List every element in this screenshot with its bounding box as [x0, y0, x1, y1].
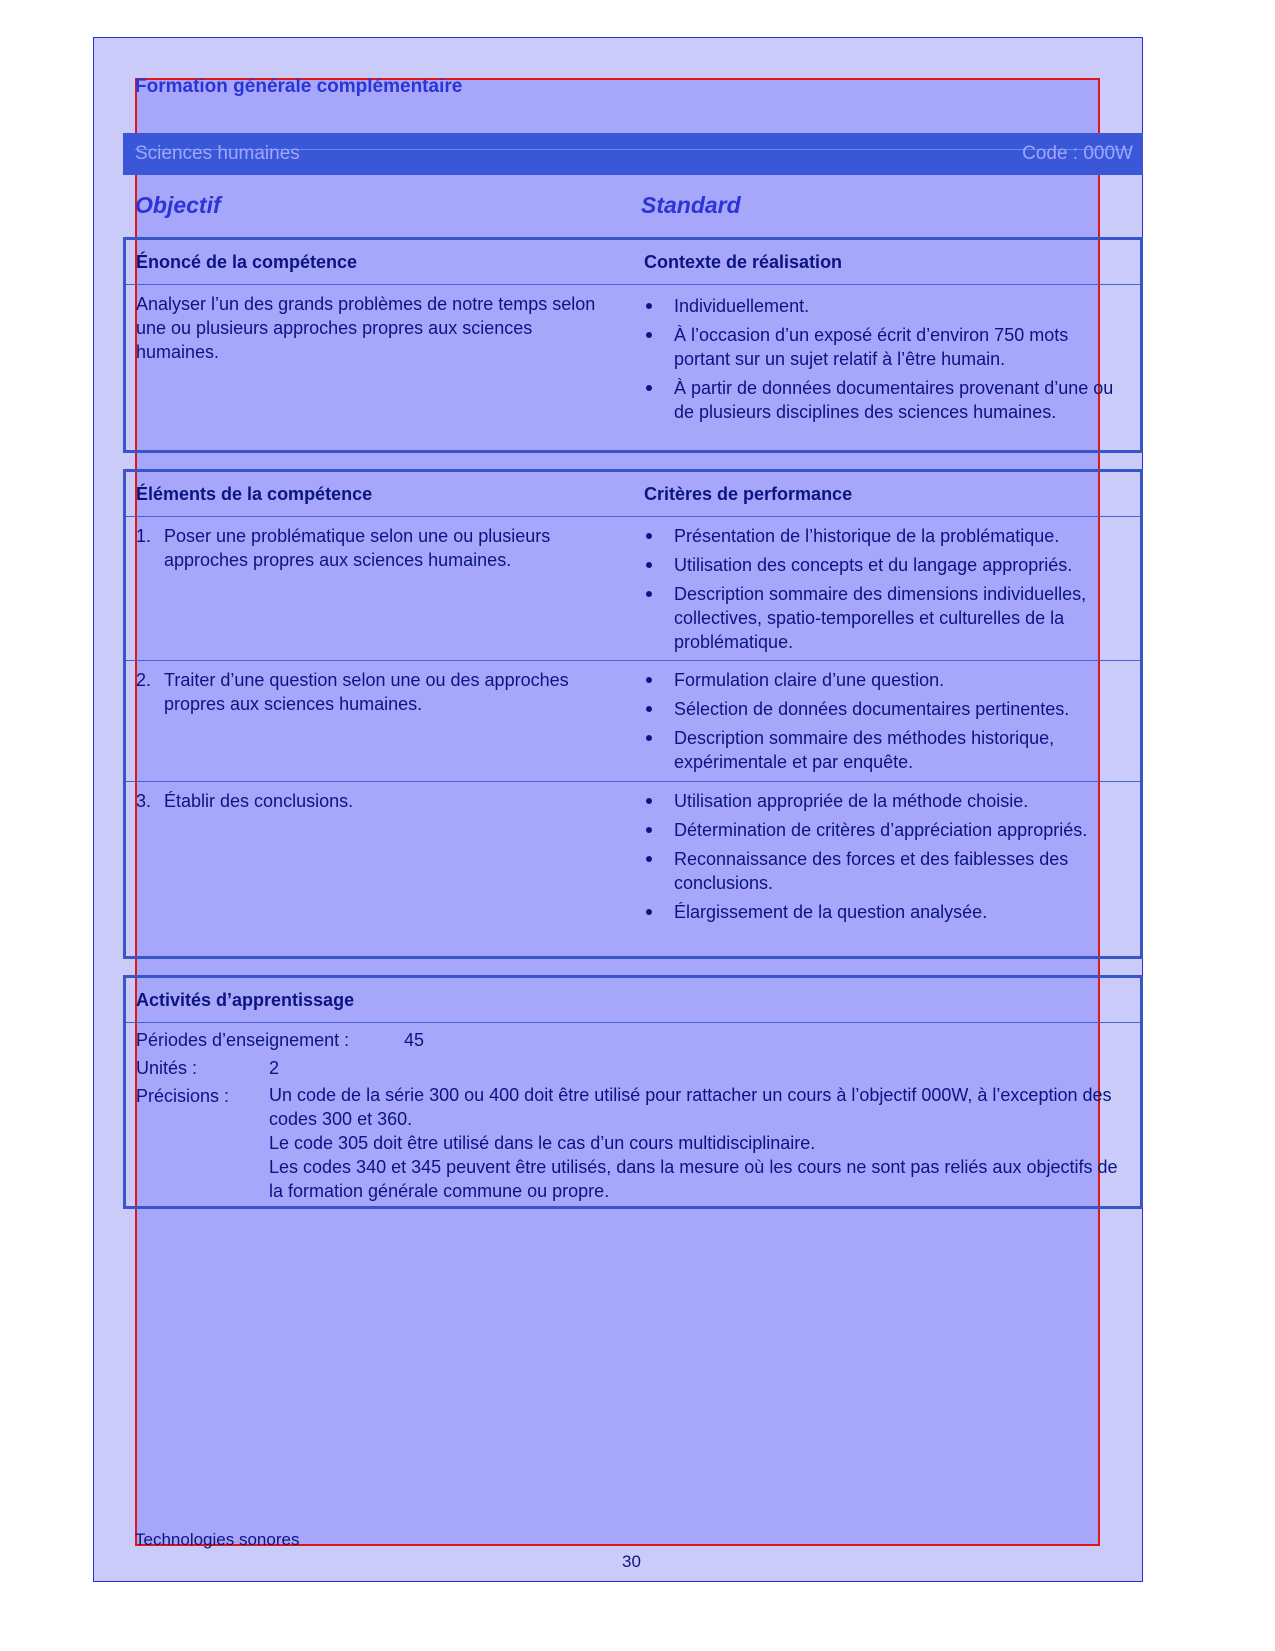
precisions-text: Un code de la série 300 ou 400 doit être utilisé pour rattacher un cours à l’objectif 000W, à l’exception des codes 300 et 360. Le code 305 doit être utilisé dans le cas d’un cours multidisciplinaire. Les codes 340 et 345 peuvent être utilisés, dans la mesure où les cours ne sont pas reliés aux objectifs de la formation générale commune ou propre.	[269, 1085, 1118, 1201]
contexte-header: Contexte de réalisation	[644, 252, 843, 272]
list-item: Formulation claire d’une question.	[644, 668, 1128, 692]
bullet-icon	[646, 827, 652, 833]
criteres-list	[644, 668, 1128, 779]
course-code: Code : 000W	[1022, 143, 1133, 164]
list-item: Élargissement de la question analysée.	[644, 900, 1128, 924]
periodes-label: Périodes d’enseignement :	[136, 1030, 350, 1050]
criteres-list	[644, 789, 1128, 929]
bullet-icon	[646, 332, 652, 338]
competence-header-row	[126, 240, 1140, 285]
bullet-icon	[646, 856, 652, 862]
document-title: Formation générale complémentaire	[135, 76, 463, 97]
page-number: 30	[622, 1552, 641, 1571]
criteres-list	[644, 524, 1128, 659]
bullet-icon	[646, 909, 652, 915]
list-item: À partir de données documentaires provenant d’une ou de plusieurs disciplines des sciences humaines.	[644, 376, 1128, 424]
bullet-icon	[646, 798, 652, 804]
list-item: Détermination de critères d’appréciation appropriés.	[644, 818, 1128, 842]
enonce-header: Énoncé de la compétence	[136, 252, 358, 272]
bullet-icon	[646, 591, 652, 597]
list-item: Sélection de données documentaires pertinentes.	[644, 697, 1128, 721]
bullet-icon	[646, 533, 652, 539]
activites-table	[123, 975, 1143, 1209]
element-text: Poser une problématique selon une ou plusieurs approches propres aux sciences humaines.	[164, 526, 551, 570]
course-header-bar	[123, 133, 1143, 175]
periodes-value: 45	[404, 1030, 425, 1050]
list-item: Présentation de l’historique de la problématique.	[644, 524, 1128, 548]
enonce-text: Analyser l’un des grands problèmes de notre temps selon une ou plusieurs approches propres aux sciences humaines.	[136, 294, 596, 362]
precisions-label: Précisions :	[136, 1086, 230, 1106]
bullet-icon	[646, 706, 652, 712]
list-item: Reconnaissance des forces et des faiblesses des conclusions.	[644, 847, 1128, 895]
competence-body-row	[126, 284, 1140, 450]
list-item: Description sommaire des dimensions individuelles, collectives, spatio-temporelles et culturelles de la problématique.	[644, 582, 1128, 654]
bullet-icon	[646, 735, 652, 741]
bullet-icon	[646, 303, 652, 309]
unites-value: 2	[269, 1058, 280, 1078]
table-row: 3. Établir des conclusions. Utilisation appropriée de la méthode choisie. Détermination de critères d’appréciation appropriés. Reconnaissance des forces et des faiblesses des conclusions. Élargissement de la question analysée.	[126, 781, 1140, 956]
list-item: Utilisation des concepts et du langage appropriés.	[644, 553, 1128, 577]
table-row: 2. Traiter d’une question selon une ou des approches propres aux sciences humaines. Formulation claire d’une question. Sélection de données documentaires pertinentes. Description sommaire des méthodes historique, expérimentale et par enquête.	[126, 660, 1140, 782]
elements-table	[123, 469, 1143, 959]
course-name: Sciences humaines	[135, 143, 300, 164]
activites-body-row	[126, 1022, 1140, 1206]
list-item: Description sommaire des méthodes historique, expérimentale et par enquête.	[644, 726, 1128, 774]
activites-header: Activités d’apprentissage	[136, 990, 355, 1010]
objectif-heading: Objectif	[135, 192, 221, 218]
unites-label: Unités :	[136, 1058, 198, 1078]
bullet-icon	[646, 562, 652, 568]
standard-heading: Standard	[641, 192, 741, 218]
bullet-icon	[646, 385, 652, 391]
elements-header: Éléments de la compétence	[136, 484, 373, 504]
criteres-header: Critères de performance	[644, 484, 853, 504]
element-text: Établir des conclusions.	[164, 791, 354, 811]
list-item: Utilisation appropriée de la méthode choisie.	[644, 789, 1128, 813]
table-row: 1. Poser une problématique selon une ou plusieurs approches propres aux sciences humaines. Présentation de l’historique de la problématique. Utilisation des concepts et du langage appropriés. Description sommaire des dimensions individuelles, collectives, spatio-temporelles et culturelles de la problématique.	[126, 516, 1140, 661]
list-item: À l’occasion d’un exposé écrit d’environ 750 mots portant sur un sujet relatif à l’être humain.	[644, 323, 1128, 371]
footer-program: Technologies sonores	[135, 1530, 300, 1549]
contexte-list	[644, 294, 1128, 429]
element-text: Traiter d’une question selon une ou des approches propres aux sciences humaines.	[164, 670, 569, 714]
bullet-icon	[646, 677, 652, 683]
competence-table	[123, 237, 1143, 453]
elements-header-row	[126, 472, 1140, 517]
activites-header-row	[126, 978, 1140, 1023]
list-item: Individuellement.	[644, 294, 1128, 318]
